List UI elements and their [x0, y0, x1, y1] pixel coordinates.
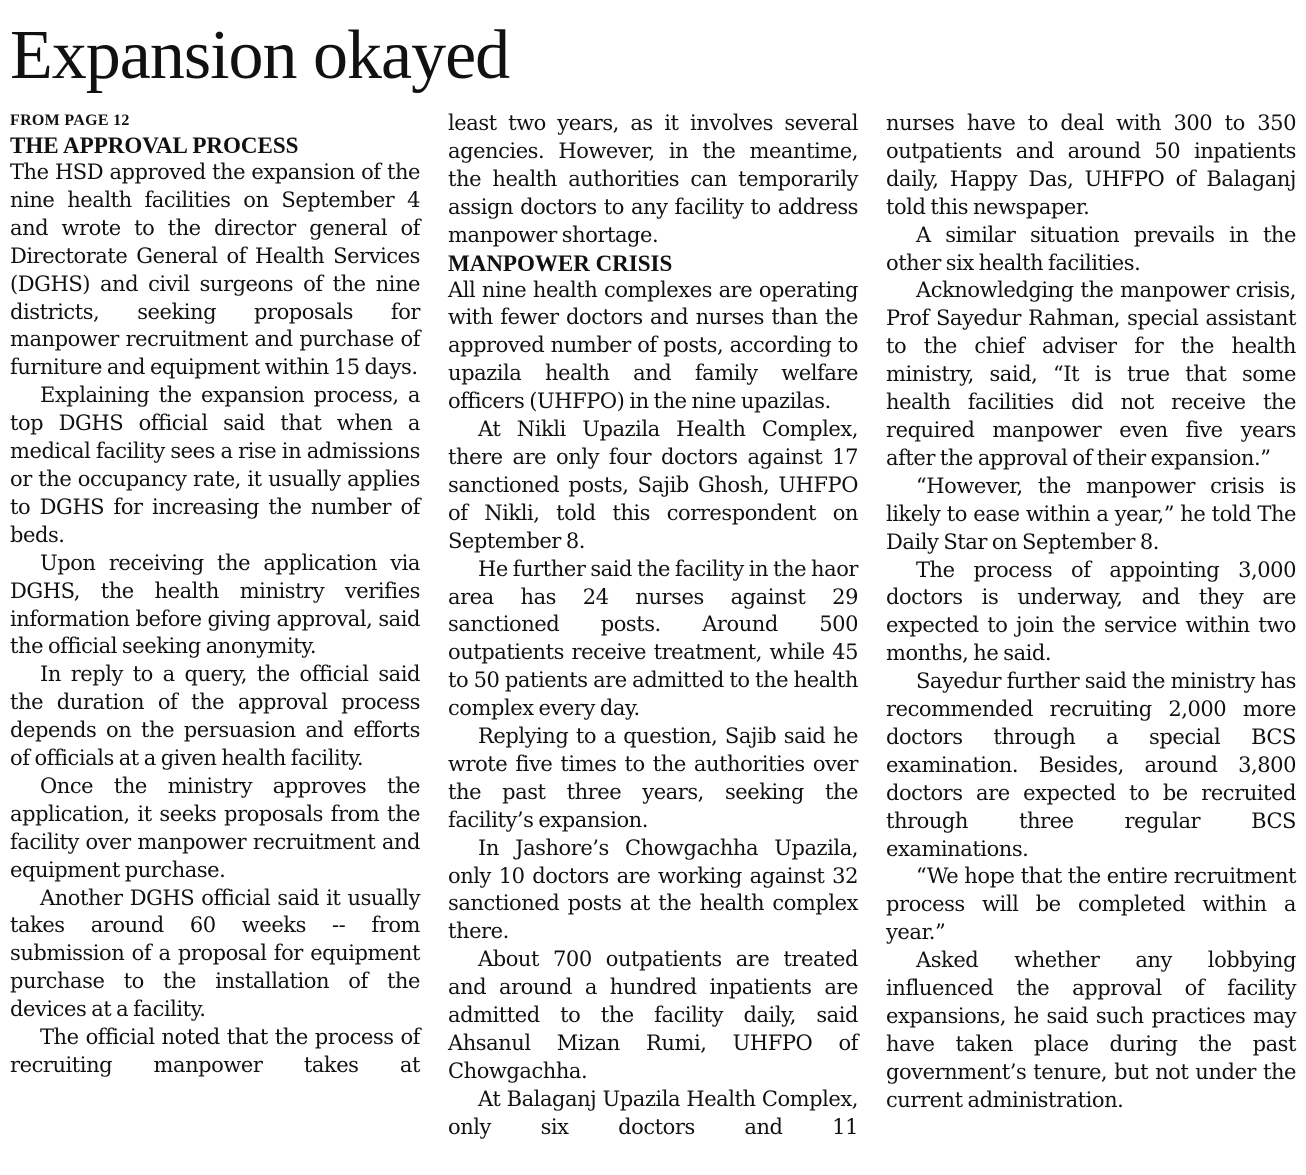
headline: Expansion okayed	[10, 17, 510, 94]
paragraph: Upon receiving the application via DGHS, the health ministry verifies information before giving approval, said the official seeking anonymity.	[10, 550, 420, 659]
paragraph: “However, the manpower crisis is likely to ease within a year,” he told The Daily Star on September 8.	[886, 473, 1296, 554]
paragraph: About 700 outpatients are treated and around a hundred inpatients are admitted to the facility daily, said Ahsanul Mizan Rumi, UHFPO of Chowgachha.	[448, 947, 858, 1083]
section-heading: THE APPROVAL PROCESS	[10, 133, 299, 158]
section-heading: MANPOWER CRISIS	[448, 250, 673, 276]
paragraph: A similar situation prevails in the other six health facilities.	[886, 222, 1296, 275]
paragraph: The process of appointing 3,000 doctors is underway, and they are expected to join the service within two months, he said.	[886, 557, 1296, 666]
paragraph: nurses have to deal with 300 to 350 outpatients and around 50 inpatients daily, Happy Das, UHFPO of Balaganj told this newspaper.	[886, 111, 1296, 219]
paragraph: The HSD approved the expansion of the nine health facilities on September 4 and wrote to the director general of Directorate General of Health Services (DGHS) and civil surgeons of the nine districts, seeking proposals for manpower recruitment and purchase of furniture and equipment within 15 days.	[10, 160, 420, 380]
paragraph: At Balaganj Upazila Health Complex, only six doctors and 11	[448, 1086, 858, 1139]
article-column-3	[886, 110, 1296, 1115]
paragraph: In Jashore’s Chowgachha Upazila, only 10 doctors are working against 32 sanctioned posts at the health complex there.	[448, 835, 858, 944]
paragraph: The official noted that the process of recruiting manpower takes at	[10, 1025, 420, 1077]
jump-line: FROM PAGE 12	[10, 112, 130, 129]
paragraph: In reply to a query, the official said the duration of the approval process depends on the persuasion and efforts of officials at a given health facility.	[10, 662, 420, 771]
paragraph: He further said the facility in the haor area has 24 nurses against 29 sanctioned posts. Around 500 outpatients receive treatment, while 45 to 50 patients are admitted to the health complex every day.	[448, 556, 858, 721]
paragraph: Acknowledging the manpower crisis, Prof Sayedur Rahman, special assistant to the chief adviser for the health ministry, said, “It is true that some health facilities did not receive the required manpower even five years after the approval of their expansion.”	[886, 278, 1296, 470]
article-column-1	[10, 110, 420, 1080]
paragraph: Replying to a question, Sajib said he wrote five times to the authorities over the past three years, seeking the facility’s expansion.	[448, 724, 858, 832]
paragraph: At Nikli Upazila Health Complex, there are only four doctors against 17 sanctioned posts, Sajib Ghosh, UHFPO of Nikli, told this correspondent on September 8.	[448, 417, 858, 553]
paragraph: Once the ministry approves the application, it seeks proposals from the facility over manpower recruitment and equipment purchase.	[10, 773, 420, 882]
paragraph: Asked whether any lobbying influenced the approval of facility expansions, he said such practices may have taken place during the past government’s tenure, but not under the current administration.	[886, 948, 1296, 1112]
article-column-2	[448, 110, 858, 1142]
paragraph: “We hope that the entire recruitment process will be completed within a year.”	[886, 864, 1296, 945]
paragraph: All nine health complexes are operating with fewer doctors and nurses than the approved number of posts, according to upazila health and family welfare officers (UHFPO) in the nine upazilas.	[448, 277, 858, 414]
paragraph: Sayedur further said the ministry has recommended recruiting 2,000 more doctors through a special BCS examination. Besides, around 3,800 doctors are expected to be recruited through three regular BCS examinations.	[886, 669, 1296, 861]
paragraph: least two years, as it involves several agencies. However, in the meantime, the health authorities can temporarily assign doctors to any facility to address manpower shortage.	[448, 111, 858, 247]
paragraph: Explaining the expansion process, a top DGHS official said that when a medical facility sees a rise in admissions or the occupancy rate, it usually applies to DGHS for increasing the number of beds.	[10, 383, 420, 547]
paragraph: Another DGHS official said it usually takes around 60 weeks -- from submission of a proposal for equipment purchase to the installation of the devices at a facility.	[10, 885, 420, 1022]
